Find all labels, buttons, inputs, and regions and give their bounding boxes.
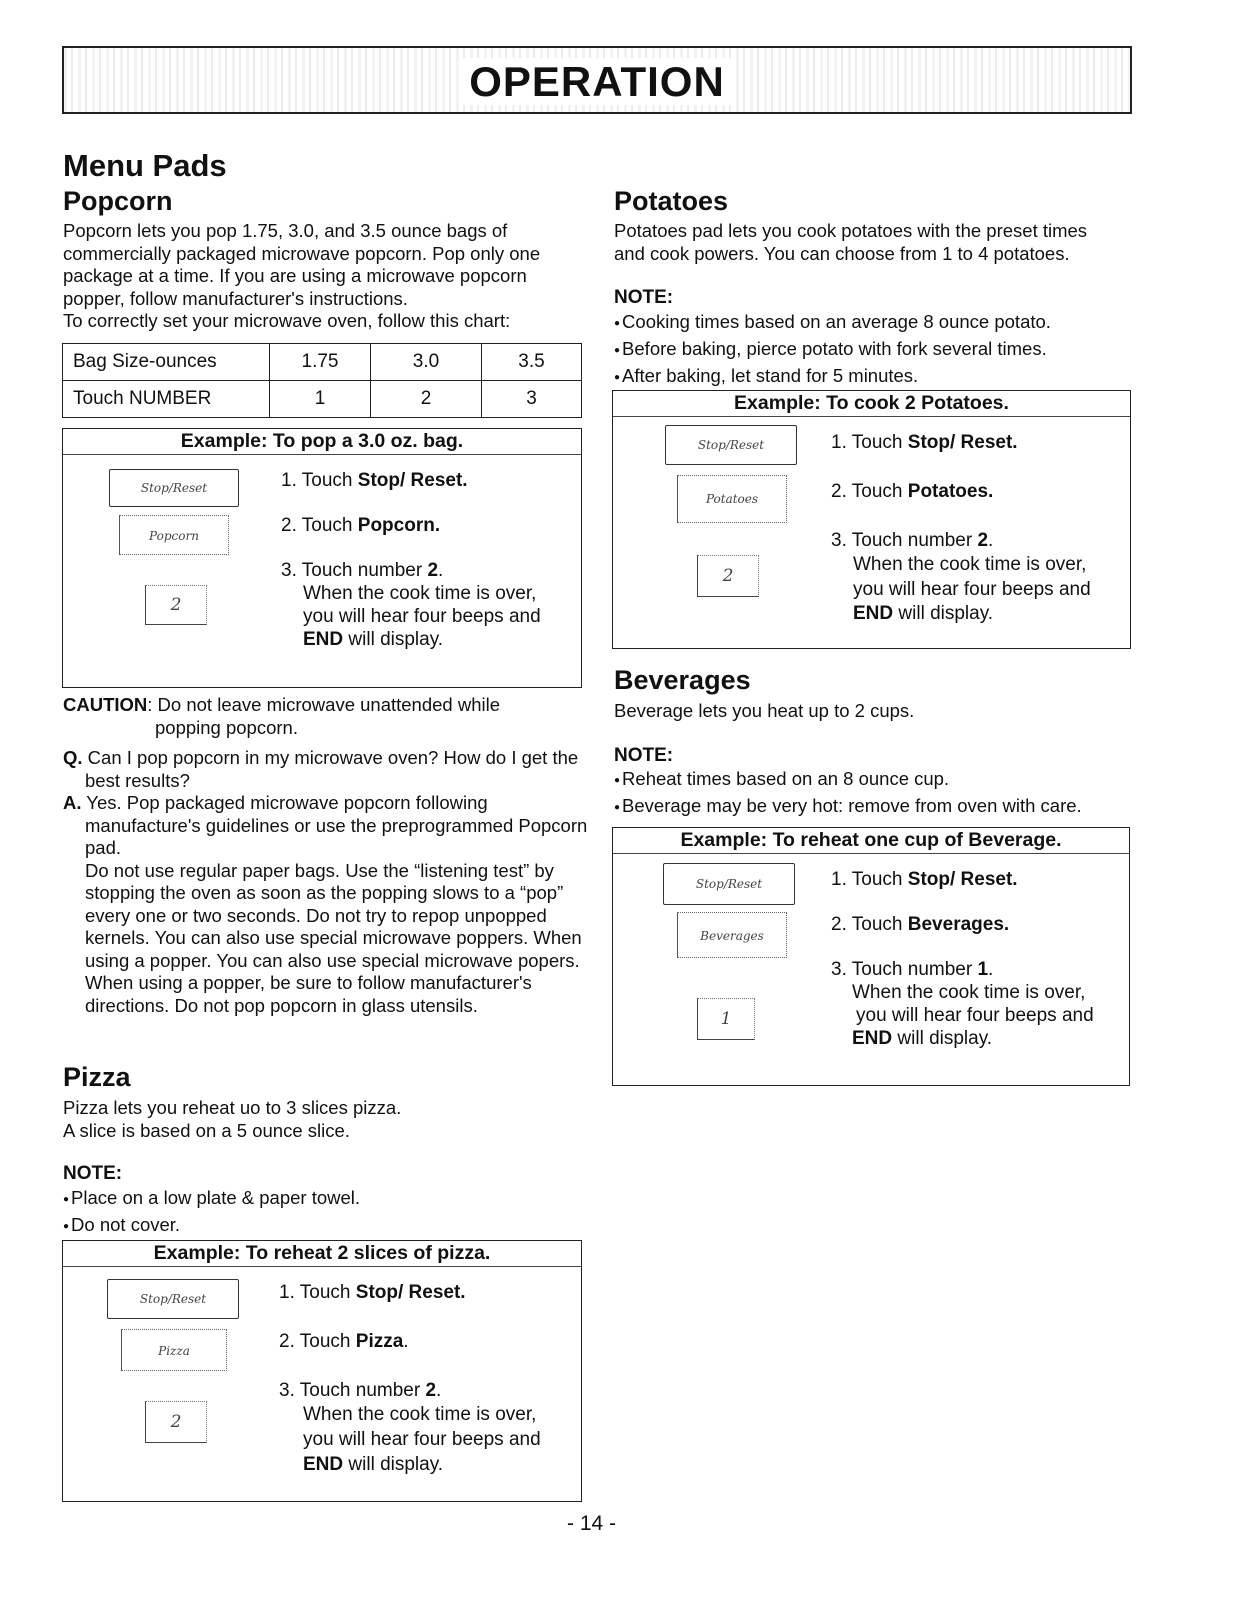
page-title: OPERATION xyxy=(463,58,731,105)
step-1: 1. Touch Stop/ Reset. xyxy=(281,470,468,491)
step-3-detail: you will hear four beeps and xyxy=(303,606,541,627)
step-3-detail: END will display. xyxy=(852,1028,993,1049)
list-item: ● After baking, let stand for 5 minutes. xyxy=(614,364,1051,391)
step-3-detail: When the cook time is over, xyxy=(852,982,1086,1003)
pizza-intro: Pizza lets you reheat uo to 3 slices pizza. A slice is based on a 5 ounce slice. xyxy=(63,1097,402,1141)
step-3-detail: END will display. xyxy=(303,629,444,650)
step-3-detail: END will display. xyxy=(853,603,994,624)
stop-reset-pad: Stop/Reset xyxy=(665,425,797,465)
beverages-example-box xyxy=(612,827,1130,1086)
list-item: ● Reheat times based on an 8 ounce cup. xyxy=(614,767,1082,794)
example-title: Example: To reheat one cup of Beverage. xyxy=(613,828,1129,854)
potatoes-note-label: NOTE: xyxy=(614,287,674,308)
step-2: 2. Touch Beverages. xyxy=(831,914,1010,935)
step-3-detail: When the cook time is over, xyxy=(303,1404,537,1425)
step-3-detail: When the cook time is over, xyxy=(303,583,537,604)
list-item: ● Do not cover. xyxy=(63,1213,360,1240)
step-1: 1. Touch Stop/ Reset. xyxy=(831,869,1018,890)
beverages-title: Beverages xyxy=(614,665,751,695)
list-item: ● Before baking, pierce potato with fork several times. xyxy=(614,337,1051,364)
potatoes-pad: Potatoes xyxy=(677,475,787,523)
page-number: - 14 - xyxy=(567,1512,617,1535)
step-2: 2. Touch Popcorn. xyxy=(281,515,441,536)
potatoes-intro: Potatoes pad lets you cook potatoes with the preset times and cook powers. You can choose from 1 to 4 potatoes. xyxy=(614,220,1088,264)
stop-reset-pad: Stop/Reset xyxy=(109,469,239,507)
popcorn-caution: CAUTION: Do not leave microwave unattended while popping popcorn. xyxy=(63,694,501,738)
step-3-detail: you will hear four beeps and xyxy=(856,1005,1094,1026)
beverages-pad: Beverages xyxy=(677,912,787,958)
header-banner xyxy=(62,46,1132,114)
popcorn-title: Popcorn xyxy=(63,186,173,216)
potatoes-title: Potatoes xyxy=(614,186,729,216)
step-2: 2. Touch Pizza. xyxy=(279,1331,409,1352)
stop-reset-pad: Stop/Reset xyxy=(107,1279,239,1319)
number-pad: 2 xyxy=(145,585,207,625)
popcorn-intro: Popcorn lets you pop 1.75, 3.0, and 3.5 ounce bags of commercially packaged microwave popcorn. Pop only one package at a time. If you are using a microwave popcorn popper, follow manufacturer's instructions. To correctly set your microwave oven, follow this chart: xyxy=(63,220,541,331)
step-3-detail: END will display. xyxy=(303,1454,444,1475)
popcorn-size-table xyxy=(62,343,582,418)
step-3-detail: When the cook time is over, xyxy=(853,554,1087,575)
table-row: Touch NUMBER 1 2 3 xyxy=(63,381,582,418)
list-item: ● Place on a low plate & paper towel. xyxy=(63,1186,360,1213)
stop-reset-pad: Stop/Reset xyxy=(663,863,795,905)
table-row: Bag Size-ounces 1.75 3.0 3.5 xyxy=(63,344,582,381)
beverages-notes xyxy=(614,767,1082,821)
step-3: 3. Touch number 2. xyxy=(279,1380,442,1401)
example-title: Example: To pop a 3.0 oz. bag. xyxy=(63,429,581,455)
potatoes-example-box xyxy=(612,390,1131,649)
number-pad: 2 xyxy=(697,555,759,597)
number-pad: 1 xyxy=(697,998,755,1040)
beverages-note-label: NOTE: xyxy=(614,745,674,766)
step-1: 1. Touch Stop/ Reset. xyxy=(831,432,1018,453)
pizza-example-box xyxy=(62,1240,582,1502)
number-pad: 2 xyxy=(145,1401,207,1443)
popcorn-qa: Q. Can I pop popcorn in my microwave oven? How do I get the best results? A. Yes. Pop packaged microwave popcorn following manufacture's guidelines or use the preprogrammed Popcorn pad. Do not use regular paper bags. Use the “listening test” by stopping the oven as soon as the popping slows to a “pop” every one or two seconds. Do not try to repop unpopped kernels. You can also use special microwave poppers. When using a popper. You can also use special microwave popers. When using a popper, be sure to follow manufacturer's directions. Do not pop popcorn in glass utensils. xyxy=(63,747,588,1016)
popcorn-pad: Popcorn xyxy=(119,515,229,555)
beverages-intro: Beverage lets you heat up to 2 cups. xyxy=(614,700,915,721)
step-2: 2. Touch Potatoes. xyxy=(831,481,994,502)
step-3: 3. Touch number 2. xyxy=(281,560,444,581)
step-3-detail: you will hear four beeps and xyxy=(853,579,1091,600)
list-item: ● Cooking times based on an average 8 ounce potato. xyxy=(614,310,1051,337)
example-title: Example: To cook 2 Potatoes. xyxy=(613,391,1130,417)
list-item: ● Beverage may be very hot: remove from oven with care. xyxy=(614,794,1082,821)
step-3: 3. Touch number 1. xyxy=(831,959,994,980)
pizza-pad: Pizza xyxy=(121,1329,227,1371)
pizza-title: Pizza xyxy=(63,1062,131,1092)
step-1: 1. Touch Stop/ Reset. xyxy=(279,1282,466,1303)
step-3: 3. Touch number 2. xyxy=(831,530,994,551)
example-title: Example: To reheat 2 slices of pizza. xyxy=(63,1241,581,1267)
popcorn-example-box xyxy=(62,428,582,688)
section-title: Menu Pads xyxy=(63,148,227,183)
potatoes-notes xyxy=(614,310,1051,391)
pizza-notes xyxy=(63,1186,360,1240)
pizza-note-label: NOTE: xyxy=(63,1163,123,1184)
step-3-detail: you will hear four beeps and xyxy=(303,1429,541,1450)
